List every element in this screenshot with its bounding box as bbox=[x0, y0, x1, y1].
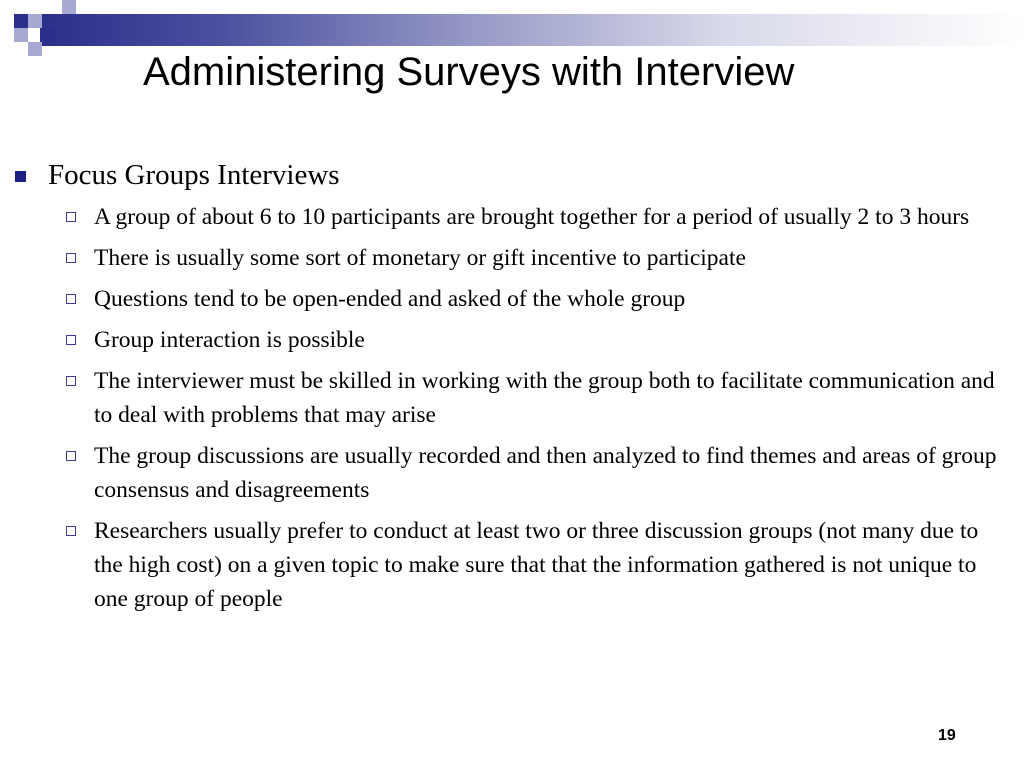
decor-square bbox=[28, 42, 42, 56]
hollow-square-bullet-icon bbox=[66, 526, 76, 536]
bullet-content bbox=[0, 156, 1024, 623]
level2-bullet-text: Questions tend to be open-ended and asked of the whole group bbox=[94, 286, 686, 312]
hollow-square-bullet-icon bbox=[66, 376, 76, 386]
hollow-square-bullet-icon bbox=[66, 335, 76, 345]
level2-bullet bbox=[0, 200, 1024, 234]
level2-bullet bbox=[0, 282, 1024, 316]
level2-bullet bbox=[0, 439, 1024, 507]
header-gradient-bar bbox=[40, 14, 1024, 46]
level2-bullet bbox=[0, 514, 1024, 616]
level2-bullet bbox=[0, 241, 1024, 275]
level1-bullet bbox=[0, 156, 1024, 194]
level2-bullet bbox=[0, 323, 1024, 357]
level2-bullet-text: The interviewer must be skilled in working with the group both to facilitate communication and to deal with problems that may arise bbox=[94, 368, 995, 428]
slide-title: Administering Surveys with Interview bbox=[143, 50, 795, 94]
level2-bullet-text: Researchers usually prefer to conduct at least two or three discussion groups (not many due to the high cost) on a given topic to make sure that that the information gathered is not unique to one group of people bbox=[94, 518, 979, 612]
level1-bullet-text: Focus Groups Interviews bbox=[48, 159, 340, 191]
hollow-square-bullet-icon bbox=[66, 451, 76, 461]
hollow-square-bullet-icon bbox=[66, 253, 76, 263]
decor-square bbox=[14, 28, 28, 42]
level2-bullet-text: A group of about 6 to 10 participants are brought together for a period of usually 2 to 3 hours bbox=[94, 204, 970, 230]
decor-square bbox=[28, 14, 42, 28]
level2-bullet-text: There is usually some sort of monetary or gift incentive to participate bbox=[94, 245, 746, 271]
decor-square bbox=[42, 28, 56, 42]
page-number: 19 bbox=[938, 727, 956, 744]
decor-square bbox=[62, 0, 76, 14]
level2-bullet-text: The group discussions are usually recorded and then analyzed to find themes and areas of group consensus and disagreements bbox=[94, 443, 997, 503]
hollow-square-bullet-icon bbox=[66, 294, 76, 304]
level2-bullet-text: Group interaction is possible bbox=[94, 327, 365, 353]
decor-square bbox=[14, 14, 28, 28]
level2-bullet bbox=[0, 364, 1024, 432]
hollow-square-bullet-icon bbox=[66, 212, 76, 222]
square-bullet-icon bbox=[15, 171, 26, 182]
